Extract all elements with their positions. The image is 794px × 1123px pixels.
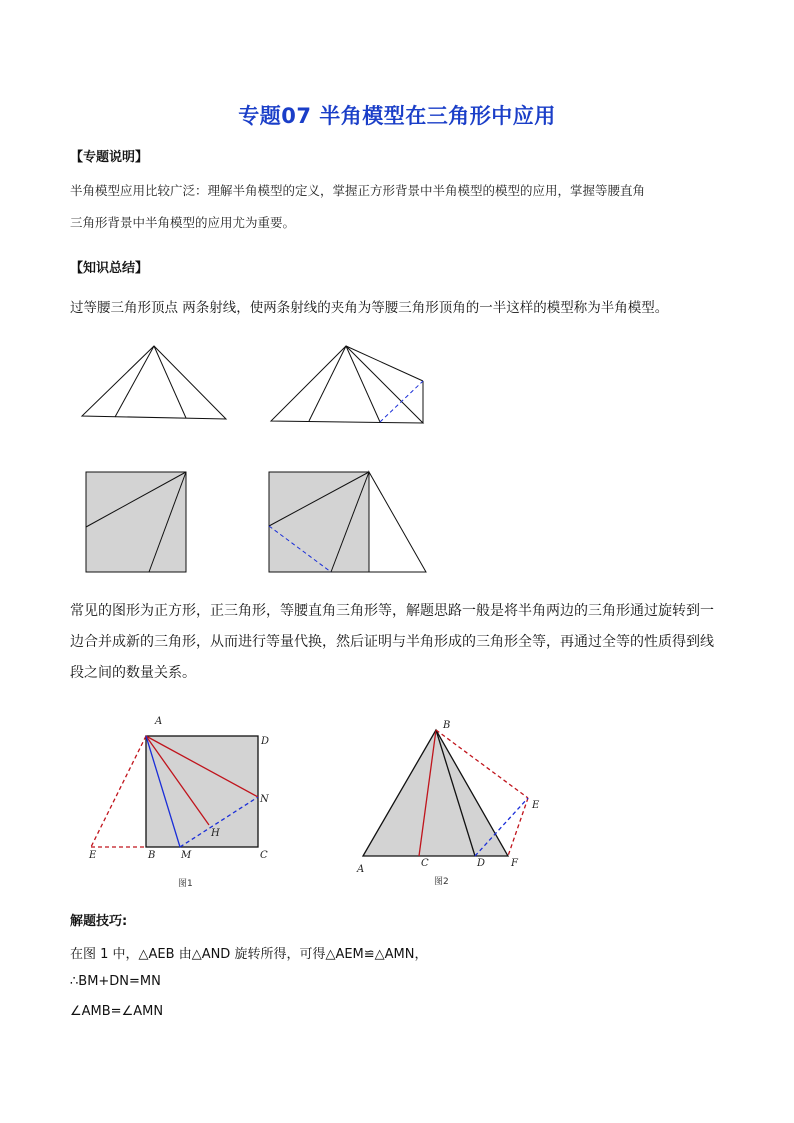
common-line-1: 常见的图形为正方形，正三角形，等腰直角三角形等，解题思路一般是将半角两边的三角形通过旋转到一 <box>70 603 714 619</box>
label-N: N <box>260 794 269 805</box>
tips-heading: 解题技巧: <box>70 914 128 929</box>
figure-2 <box>363 730 528 856</box>
label-D2: D <box>477 858 486 869</box>
isosceles-rotation-diagram <box>271 346 423 423</box>
common-line-2: 边合并成新的三角形，从而进行等量代换，然后证明与半角形成的三角形全等，再通过全等的性质得到线 <box>70 634 714 650</box>
label-E: E <box>89 850 97 861</box>
summary-text: 过等腰三角形顶点 两条射线，使两条射线的夹角为等腰三角形顶角的一半这样的模型称为半角模型。 <box>70 300 669 316</box>
label-F2: F <box>511 858 518 869</box>
isosceles-half-angle-diagram <box>82 346 226 419</box>
label-H: H <box>211 828 220 839</box>
section-heading-summary: 【知识总结】 <box>70 261 149 276</box>
common-line-3: 段之间的数量关系。 <box>70 665 196 681</box>
figure-1-caption: 图1 <box>178 879 193 889</box>
intro-line-1: 半角模型应用比较广泛：理解半角模型的定义，掌握正方形背景中半角模型的模型的应用，掌握等腰直角 <box>70 183 646 198</box>
label-A2: A <box>357 864 365 875</box>
square-rotation-diagram <box>269 472 426 572</box>
square-half-angle-diagram <box>86 472 186 572</box>
figure-2-caption: 图2 <box>434 877 449 887</box>
label-M: M <box>181 850 192 861</box>
label-B: B <box>148 850 156 861</box>
section-heading-intro: 【专题说明】 <box>70 150 149 165</box>
label-B2: B <box>443 720 451 731</box>
tip-line-1: 在图 1 中，△AEB 由△AND 旋转所得，可得△AEM≌△AMN， <box>70 947 428 962</box>
figure-1 <box>91 736 258 847</box>
label-C2: C <box>421 858 429 869</box>
tip-line-3: ∠AMB=∠AMN <box>70 1004 164 1019</box>
label-D: D <box>261 736 270 747</box>
intro-line-2: 三角形背景中半角模型的应用尤为重要。 <box>70 215 296 230</box>
label-C: C <box>260 850 268 861</box>
tip-line-2: ∴BM+DN=MN <box>70 974 161 989</box>
page-title: 专题07 半角模型在三角形中应用 <box>238 104 556 128</box>
label-A: A <box>155 716 163 727</box>
label-E2: E <box>532 800 540 811</box>
